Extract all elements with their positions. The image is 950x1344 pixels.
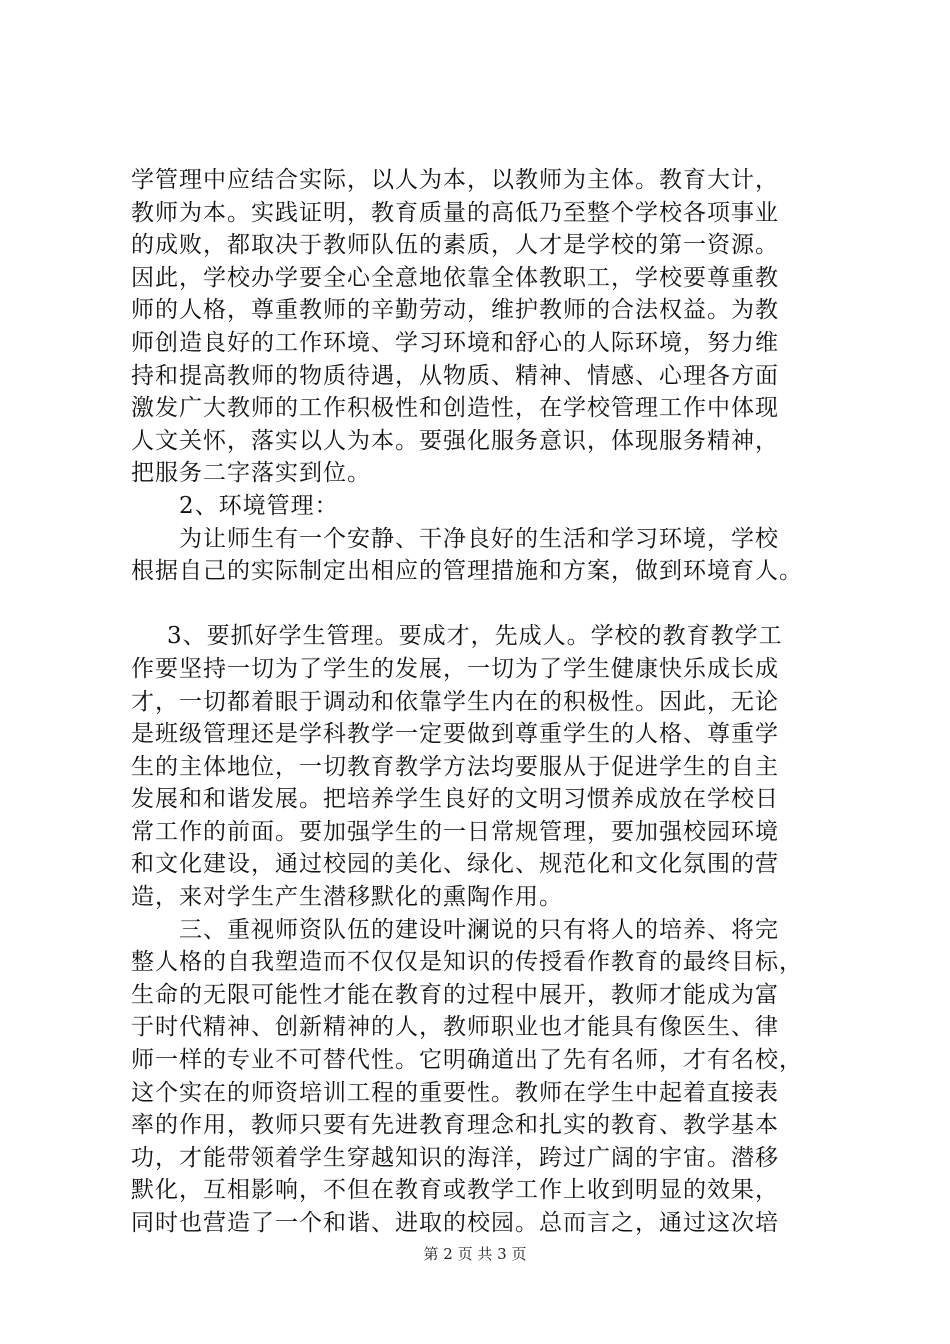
section-heading-teacher-team: 三、重视师资队伍的建设叶澜说的只有将人的培养、将完: [179, 916, 779, 943]
text-line: 学管理中应结合实际，以人为本，以教师为主体。教育大计，: [131, 167, 779, 193]
section-heading-student-management: 3、要抓好学生管理。要成才，先成人。学校的教育教学工: [167, 623, 783, 650]
text-line: 和文化建设，通过校园的美化、绿化、规范化和文化氛围的营: [131, 851, 779, 878]
text-line: 率的作用，教师只要有先进教育理念和扎实的教育、教学基本: [131, 1112, 779, 1139]
text-line: 为让师生有一个安静、干净良好的生活和学习环境，学校: [179, 525, 779, 552]
text-line: 根据自己的实际制定出相应的管理措施和方案，做到环境育人。: [131, 558, 803, 585]
text-line: 常工作的前面。要加强学生的一日常规管理，要加强校园环境: [131, 818, 779, 845]
text-line: 把服务二字落实到位。: [131, 460, 371, 487]
page-number-footer: 第 2 页 共 3 页: [423, 1245, 527, 1263]
text-line: 功，才能带领着学生穿越知识的海洋，跨过广阔的宇宙。潜移: [131, 1144, 779, 1171]
text-line: 因此，学校办学要全心全意地依靠全体教职工，学校要尊重教: [131, 264, 779, 291]
text-line: 发展和和谐发展。把培养学生良好的文明习惯养成放在学校日: [131, 786, 779, 813]
text-line: 作要坚持一切为了学生的发展，一切为了学生健康快乐成长成: [131, 655, 779, 682]
body-text: [131, 164, 831, 1240]
text-line: 激发广大教师的工作积极性和创造性，在学校管理工作中体现: [131, 395, 779, 422]
text-line: 同时也营造了一个和谐、进取的校园。总而言之，通过这次培: [131, 1210, 779, 1236]
text-line: 于时代精神、创新精神的人，教师职业也才能具有像医生、律: [131, 1014, 779, 1041]
text-line: 这个实在的师资培训工程的重要性。教师在学生中起着直接表: [131, 1079, 779, 1106]
text-line: 的成败，都取决于教师队伍的素质，人才是学校的第一资源。: [131, 232, 779, 259]
text-line: 师的人格，尊重教师的辛勤劳动，维护教师的合法权益。为教: [131, 297, 779, 324]
text-line: 师一样的专业不可替代性。它明确道出了先有名师，才有名校，: [131, 1047, 803, 1074]
text-line: 整人格的自我塑造而不仅仅是知识的传授看作教育的最终目标，: [131, 949, 803, 976]
text-line: 人文关怀，落实以人为本。要强化服务意识，体现服务精神，: [131, 427, 779, 454]
text-line: 持和提高教师的物质待遇，从物质、精神、情感、心理各方面: [131, 362, 779, 389]
text-line: 教师为本。实践证明，教育质量的高低乃至整个学校各项事业: [131, 199, 779, 226]
text-line: 造，来对学生产生潜移默化的熏陶作用。: [131, 884, 563, 911]
text-line: 才，一切都着眼于调动和依靠学生内在的积极性。因此，无论: [131, 688, 779, 715]
text-line: 默化，互相影响，不但在教育或教学工作上收到明显的效果，: [131, 1177, 779, 1204]
section-heading-environment: 2、环境管理：: [179, 492, 339, 519]
blank-line: [131, 588, 831, 621]
text-line: 师创造良好的工作环境、学习环境和舒心的人际环境，努力维: [131, 329, 779, 356]
text-line: 是班级管理还是学科教学一定要做到尊重学生的人格、尊重学: [131, 721, 779, 748]
text-line: 生命的无限可能性才能在教育的过程中展开，教师才能成为富: [131, 981, 779, 1008]
text-line: 生的主体地位，一切教育教学方法均要服从于促进学生的自主: [131, 753, 779, 780]
